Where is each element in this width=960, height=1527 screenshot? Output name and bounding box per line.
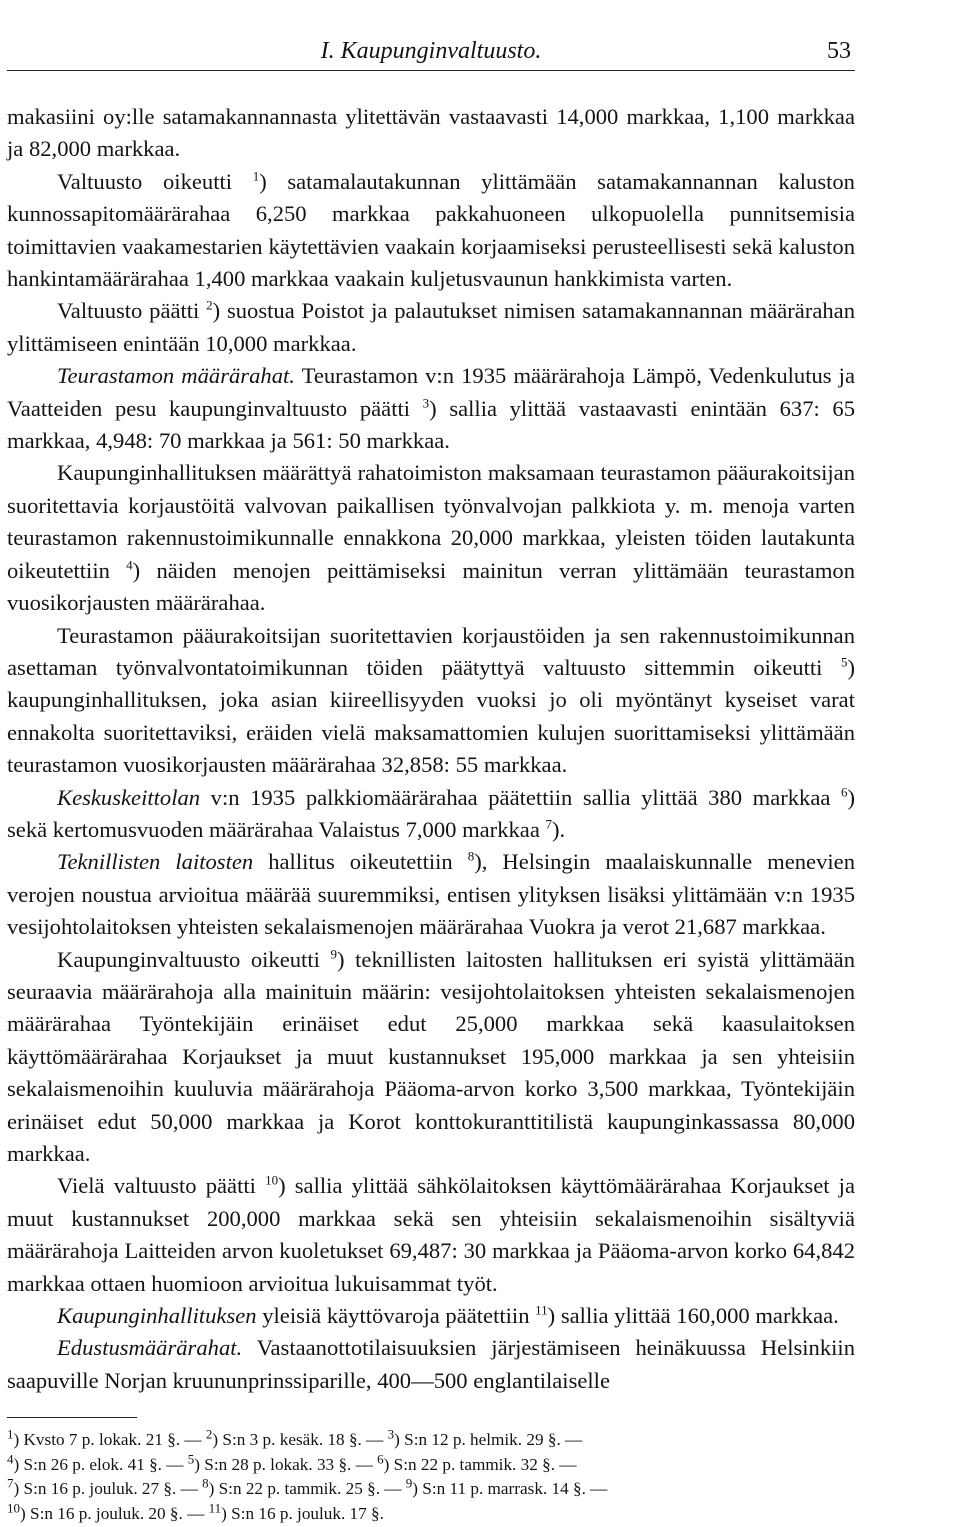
footnote-line <box>7 1453 855 1478</box>
footnote-marker: 1 <box>252 168 260 184</box>
text-run: ), Helsingin maalaiskunnalle menevien verojen noustua arvioitua määrää suuremmiksi, entisen ylityksen lisäksi ylittämään v:n 1935 vesijohtolaitoksen yhteisten sekalaismenojen määrärahaa Vuokra ja verot 21,687 markkaa. <box>7 849 855 940</box>
footnote-marker: 10 <box>7 1500 20 1516</box>
body-text <box>7 101 855 1397</box>
paragraph <box>7 1332 855 1397</box>
section-heading: Teurastamon määrärahat. <box>57 363 295 389</box>
footnote-line <box>7 1477 855 1502</box>
footnote-marker: 6 <box>377 1451 384 1467</box>
text-run: Teurastamon v:n 1935 määrärahoja Lämpö, Vedenkulutus ja Vaatteiden pesu kaupunginvaltuusto päätti <box>7 363 855 421</box>
text-run: hallitus oikeutettiin <box>253 849 468 875</box>
text-run: ) satamalautakunnan ylittämään satamakannannan kaluston kunnossapitomäärärahaa 6,250 markkaa pakkahuoneen ulkopuolella punnitsemisia toimittavien vaakamestarien käytettävien vaakain korjaamiseksi perusteellisesti sekä kaluston hankintamäärärahaa 1,400 markkaa vaakain kuljetusvaunun hankkimista varten. <box>7 168 855 292</box>
text-run: ) S:n 12 p. helmik. 29 §. — <box>394 1430 583 1450</box>
footnote-marker: 3 <box>387 1426 395 1442</box>
footnote-marker: 11 <box>208 1500 222 1516</box>
paragraph <box>7 846 855 943</box>
text-run: ) Kvsto 7 p. lokak. 21 §. — <box>13 1430 206 1450</box>
footnote-marker: 5 <box>840 654 848 670</box>
footnotes <box>7 1428 855 1526</box>
page-header <box>7 30 855 71</box>
paragraph <box>7 101 855 166</box>
page-number: 53 <box>827 38 851 64</box>
footnote-marker: 5 <box>187 1451 195 1467</box>
text-run: ) S:n 16 p. jouluk. 20 §. — <box>20 1504 209 1524</box>
text-run: Teurastamon pääurakoitsijan suoritettavien korjaustöiden ja sen rakennustoimikunnan asettaman työnvalvontatoimikunnan töiden päätyttyä valtuusto sittemmin oikeutti <box>7 622 855 680</box>
text-run: ) S:n 22 p. tammik. 32 §. — <box>383 1454 577 1474</box>
text-run: Valtuusto päätti <box>57 298 207 324</box>
paragraph <box>7 1300 855 1332</box>
text-run: ) S:n 26 p. elok. 41 §. — <box>13 1454 188 1474</box>
footnote-marker: 9 <box>330 946 338 962</box>
text-run: makasiini oy:lle satamakannannasta ylitettävän vastaavasti 14,000 markkaa, 1,100 markkaa ja 82,000 markkaa. <box>7 104 855 162</box>
footnote-marker: 3 <box>422 395 430 411</box>
text-run: ) teknillisten laitosten hallituksen eri syistä ylittämään seuraavia määrärahoja alla mainituin määrin: vesijohtolaitoksen yhteisten sekalaismenojen määrärahaa Työntekijäin erinäiset edut 25,000 markkaa sekä kaasulaitoksen käyttömäärärahaa Korjaukset ja muut kustannukset 195,000 markkaa ja sen yhteisiin sekalaismenoihin kuuluvia määrärahoja Pääoma-arvon korko 3,500 markkaa, Työntekijäin erinäiset edut 50,000 markkaa ja Korot konttokuranttitilistä kaupunginkassassa 80,000 markkaa. <box>7 946 855 1166</box>
running-title: I. Kaupunginvaltuusto. <box>320 38 542 64</box>
footnote-marker: 11 <box>535 1302 548 1318</box>
footnote-marker: 1 <box>7 1426 14 1442</box>
text-run: ) sallia ylittää sähkölaitoksen käyttömäärärahaa Korjaukset ja muut kustannukset 200,000 markkaa sekä sen yhteisiin sekalaismenoihin sisältyviä määrärahoja Laitteiden arvon kuoletukset 69,487: 30 markkaa ja Pääoma-arvon korko 64,842 markkaa ottaen huomioon arvioitua lukuisammat työt. <box>7 1173 855 1296</box>
footnote-line <box>7 1428 855 1453</box>
text-run: Vastaanottotilaisuuksien järjestämiseen heinäkuussa Helsinkiin saapuville Norjan kruununprinssiparille, 400—500 englantilaiselle <box>7 1335 855 1393</box>
text-run: ) kaupunginhallituksen, joka asian kiireellisyyden vuoksi jo oli myöntänyt kyseiset varat ennakolta suoritettaviksi, eräiden vielä maksamattomien kulujen suorittamiseksi ylittämään teurastamon vuosikorjausten määrärahaa 32,858: 55 markkaa. <box>7 654 855 778</box>
text-run: ) sekä kertomusvuoden määrärahaa Valaistus 7,000 markkaa <box>7 784 855 842</box>
footnote-marker: 4 <box>7 1451 14 1467</box>
text-run: yleisiä käyttövaroja päätettiin <box>256 1303 536 1329</box>
footnote-marker: 10 <box>265 1172 279 1188</box>
paragraph <box>7 166 855 296</box>
footnote-marker: 2 <box>205 1426 213 1442</box>
section-heading: Teknillisten laitosten <box>57 849 254 875</box>
paragraph <box>7 782 855 847</box>
footnote-marker: 4 <box>126 557 133 573</box>
footnote-line <box>7 1502 855 1527</box>
paragraph <box>7 1170 855 1300</box>
section-heading: Edustusmäärärahat. <box>57 1335 243 1361</box>
text-run: Valtuusto oikeutti <box>57 168 253 194</box>
text-run: ) S:n 16 p. jouluk. 17 §. <box>221 1504 384 1524</box>
paragraph <box>7 360 855 457</box>
paragraph <box>7 295 855 360</box>
text-run: Kaupunginhallituksen määrättyä rahatoimiston maksamaan teurastamon pääurakoitsijan suoritettavia korjaustöitä valvovan paikallisen työnvalvojan palkkiota y. m. menoja varten teurastamon rakennustoimikunnalle ennakkona 20,000 markkaa, yleisten töiden lautakunta oikeutettiin <box>7 460 855 583</box>
text-run: ) S:n 11 p. marrask. 14 §. — <box>412 1479 608 1499</box>
text-run: ) sallia ylittää vastaavasti enintään 637: 65 markkaa, 4,948: 70 markkaa ja 561: 50 markkaa. <box>7 395 855 454</box>
text-run: Kaupunginvaltuusto oikeutti <box>57 946 331 972</box>
footnote-marker: 9 <box>405 1475 413 1491</box>
document-page <box>7 30 855 1527</box>
text-run: v:n 1935 palkkiomäärärahaa päätettiin sallia ylittää 380 markkaa <box>200 784 841 810</box>
text-run: ) S:n 16 p. jouluk. 27 §. — <box>13 1479 203 1499</box>
text-run: ) suostua Poistot ja palautukset nimisen satamakannannan määrärahan ylittämiseen enintään 10,000 markkaa. <box>7 298 855 356</box>
footnote-marker: 7 <box>7 1475 14 1491</box>
text-run: ) näiden menojen peittämiseksi mainitun verran ylittämään teurastamon vuosikorjausten määrärahaa. <box>7 557 855 616</box>
paragraph <box>7 620 855 782</box>
footnote-marker: 8 <box>467 848 475 864</box>
footnote-marker: 7 <box>545 816 553 832</box>
section-heading: Kaupunginhallituksen <box>57 1303 257 1329</box>
text-run: ) sallia ylittää 160,000 markkaa. <box>547 1303 839 1329</box>
footnote-marker: 8 <box>202 1475 209 1491</box>
footnote-marker: 6 <box>840 784 848 799</box>
paragraph <box>7 457 855 619</box>
text-run: ) S:n 28 p. lokak. 33 §. — <box>194 1454 378 1474</box>
section-heading: Keskuskeittolan <box>57 784 201 810</box>
text-run: Vielä valtuusto päätti <box>57 1173 266 1199</box>
footnote-marker: 2 <box>206 297 213 313</box>
text-run: ) S:n 3 p. kesäk. 18 §. — <box>212 1430 388 1450</box>
paragraph <box>7 944 855 1171</box>
footnote-divider <box>7 1417 137 1418</box>
text-run: ) S:n 22 p. tammik. 25 §. — <box>208 1479 406 1499</box>
text-run: ). <box>552 816 566 842</box>
